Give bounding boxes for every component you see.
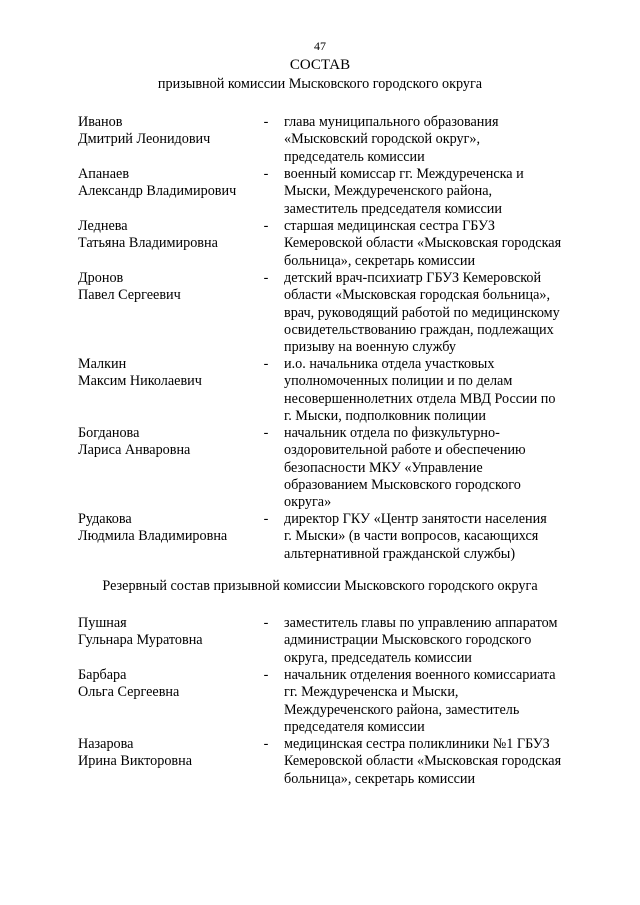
member-surname: Богданова bbox=[78, 425, 140, 441]
member-role bbox=[284, 218, 594, 270]
dash-separator: - bbox=[263, 114, 269, 130]
member-surname: Иванов bbox=[78, 114, 123, 130]
role-line: и.о. начальника отдела участковых bbox=[284, 356, 495, 372]
role-line: образованием Мысковского городского bbox=[284, 476, 521, 493]
role-line: «Мысковский городской округ», bbox=[284, 131, 481, 148]
member-surname: Назарова bbox=[78, 736, 134, 752]
member-given-name: Лариса Анваровна bbox=[78, 442, 191, 459]
member-role bbox=[284, 166, 594, 218]
member-role bbox=[284, 667, 594, 736]
dash-separator: - bbox=[263, 166, 269, 182]
role-line: уполномоченных полиции и по делам bbox=[284, 373, 513, 390]
member-surname: Апанаев bbox=[78, 166, 130, 182]
member-surname: Пушная bbox=[78, 615, 127, 631]
role-line: заместитель председателя комиссии bbox=[284, 200, 502, 217]
role-line: медицинская сестра поликлиники №1 ГБУЗ bbox=[284, 736, 550, 752]
dash-separator: - bbox=[263, 218, 269, 234]
member-given-name: Дмитрий Леонидович bbox=[78, 131, 211, 148]
role-line: председатель комиссии bbox=[284, 148, 425, 165]
role-line: начальник отделения военного комиссариата bbox=[284, 667, 556, 683]
role-line: г. Мыски» (в части вопросов, касающихся bbox=[284, 528, 539, 545]
member-name bbox=[78, 667, 268, 702]
member-surname: Леднева bbox=[78, 218, 128, 234]
role-line: округа» bbox=[284, 494, 332, 511]
dash-separator: - bbox=[263, 615, 269, 631]
role-line: гг. Междуреченска и Мыски, bbox=[284, 684, 459, 701]
member-name bbox=[78, 166, 268, 201]
member-given-name: Максим Николаевич bbox=[78, 373, 202, 390]
role-line: председателя комиссии bbox=[284, 718, 425, 735]
role-line: старшая медицинская сестра ГБУЗ bbox=[284, 218, 495, 234]
member-given-name: Людмила Владимировна bbox=[78, 528, 228, 545]
member-role bbox=[284, 356, 594, 425]
page-number: 47 bbox=[314, 39, 326, 53]
member-given-name: Гульнара Муратовна bbox=[78, 632, 203, 649]
member-name bbox=[78, 425, 268, 460]
member-given-name: Ирина Викторовна bbox=[78, 753, 193, 770]
member-surname: Дронов bbox=[78, 270, 124, 286]
role-line: больница», секретарь комиссии bbox=[284, 252, 476, 269]
role-line: безопасности МКУ «Управление bbox=[284, 459, 483, 476]
role-line: врач, руководящий работой по медицинскому bbox=[284, 304, 560, 321]
role-line: освидетельствованию граждан, подлежащих bbox=[284, 321, 554, 338]
document-title: СОСТАВ bbox=[289, 57, 351, 73]
role-line: начальник отдела по физкультурно- bbox=[284, 425, 500, 441]
member-given-name: Александр Владимирович bbox=[78, 183, 237, 200]
member-name bbox=[78, 615, 268, 650]
role-line: Кемеровской области «Мысковская городская bbox=[284, 235, 562, 252]
dash-separator: - bbox=[263, 736, 269, 752]
role-line: призыву на военную службу bbox=[284, 339, 456, 356]
role-line: директор ГКУ «Центр занятости населения bbox=[284, 511, 547, 527]
role-line: заместитель главы по управлению аппаратом bbox=[284, 615, 558, 631]
member-role bbox=[284, 736, 594, 788]
dash-separator: - bbox=[263, 425, 269, 441]
member-name bbox=[78, 270, 268, 305]
member-surname: Барбара bbox=[78, 667, 127, 683]
role-line: детский врач-психиатр ГБУЗ Кемеровской bbox=[284, 270, 542, 286]
role-line: глава муниципального образования bbox=[284, 114, 499, 130]
dash-separator: - bbox=[263, 667, 269, 683]
member-surname: Малкин bbox=[78, 356, 127, 372]
member-role bbox=[284, 615, 594, 667]
member-given-name: Павел Сергеевич bbox=[78, 287, 181, 304]
role-line: оздоровительной работе и обеспечению bbox=[284, 442, 526, 459]
role-line: округа, председатель комиссии bbox=[284, 649, 472, 666]
role-line: альтернативной гражданской службы) bbox=[284, 545, 516, 562]
member-surname: Рудакова bbox=[78, 511, 132, 527]
dash-separator: - bbox=[263, 356, 269, 372]
role-line: больница», секретарь комиссии bbox=[284, 770, 476, 787]
role-line: области «Мысковская городская больница», bbox=[284, 287, 551, 304]
member-role bbox=[284, 270, 594, 356]
member-name bbox=[78, 511, 268, 546]
reserve-heading: Резервный состав призывной комиссии Мысковского городского округа bbox=[102, 578, 538, 594]
dash-separator: - bbox=[263, 511, 269, 527]
role-line: Мыски, Междуреченского района, bbox=[284, 183, 493, 200]
member-given-name: Татьяна Владимировна bbox=[78, 235, 218, 252]
member-name bbox=[78, 736, 268, 771]
role-line: администрации Мысковского городского bbox=[284, 632, 532, 649]
role-line: г. Мыски, подполковник полиции bbox=[284, 407, 486, 424]
member-role bbox=[284, 425, 594, 511]
member-role bbox=[284, 114, 594, 166]
role-line: Кемеровской области «Мысковская городская bbox=[284, 753, 562, 770]
member-name bbox=[78, 356, 268, 391]
role-line: военный комиссар гг. Междуреченска и bbox=[284, 166, 524, 182]
member-name bbox=[78, 218, 268, 253]
member-role bbox=[284, 511, 594, 563]
member-name bbox=[78, 114, 268, 149]
member-given-name: Ольга Сергеевна bbox=[78, 684, 180, 701]
role-line: несовершеннолетних отдела МВД России по bbox=[284, 390, 556, 407]
dash-separator: - bbox=[263, 270, 269, 286]
document-subtitle: призывной комиссии Мысковского городского округа bbox=[157, 76, 483, 92]
role-line: Междуреченского района, заместитель bbox=[284, 701, 520, 718]
